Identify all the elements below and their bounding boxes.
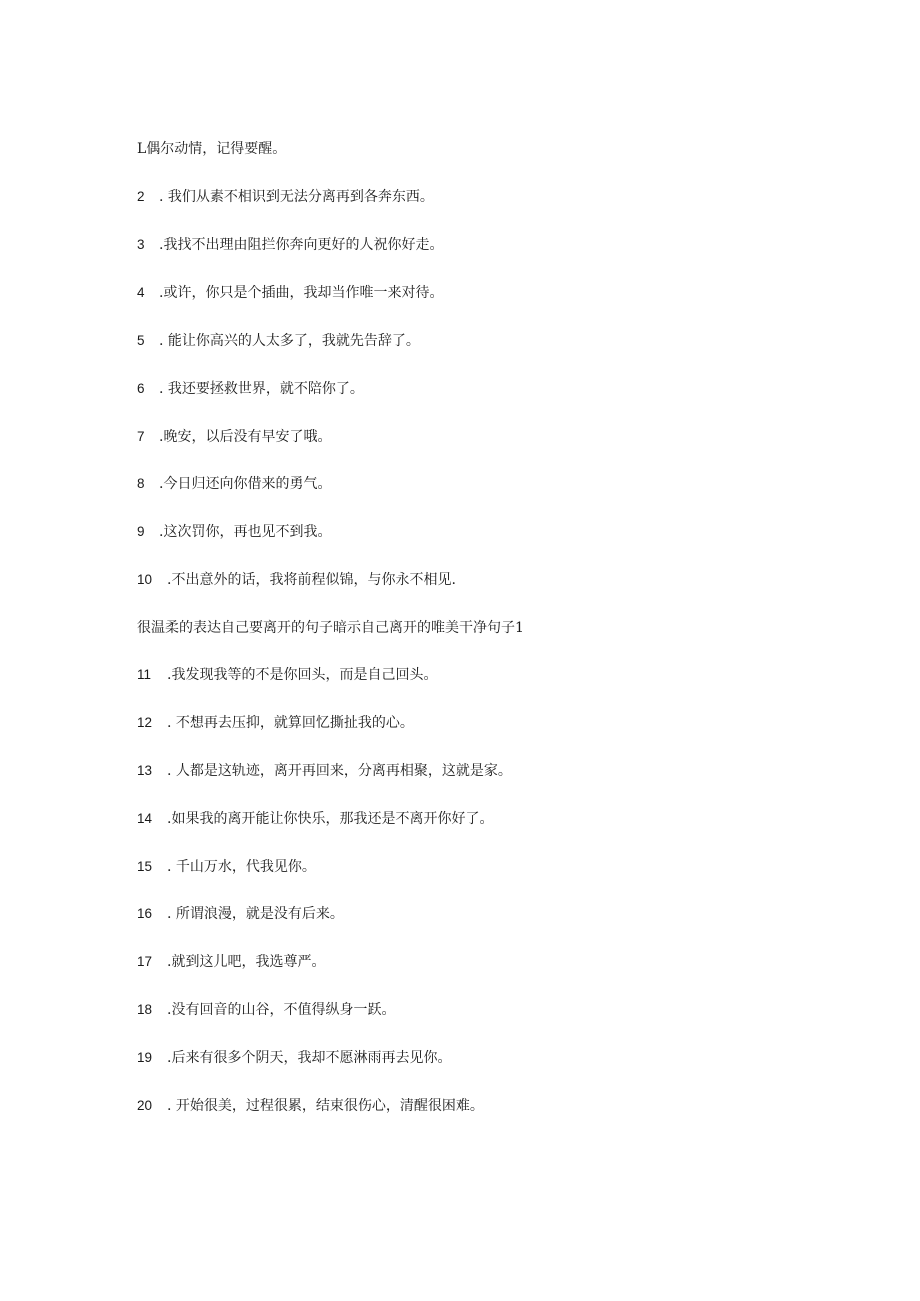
item-number: 14 [137,811,153,826]
list-item [137,520,837,544]
heading-text: 很温柔的表达自己要离开的句子暗示自己离开的唯美干净句子1 [137,620,524,636]
line-text: .如果我的离开能让你快乐，那我还是不离开你好了。 [167,811,494,827]
line-text: .后来有很多个阴天，我却不愿淋雨再去见你。 [167,1050,452,1066]
line-text: .不出意外的话，我将前程似锦，与你永不相见. [167,572,456,588]
list-item [137,855,837,879]
line-text: .我找不出理由阻拦你奔向更好的人祝你好走。 [159,237,444,253]
line-text: . 千山万水，代我见你。 [167,859,316,875]
list-item [137,137,837,161]
list-item [137,472,837,496]
list-item [137,425,837,449]
item-number: 8 [137,476,145,491]
line-text: .晚安，以后没有早安了哦。 [159,429,332,445]
list-item [137,902,837,926]
list-item [137,663,837,687]
line-text: .或许，你只是个插曲，我却当作唯一来对待。 [159,285,444,301]
line-text: . 不想再去压抑，就算回忆撕扯我的心。 [167,715,414,731]
line-text: .我发现我等的不是你回头，而是自己回头。 [167,667,438,683]
item-number: 6 [137,381,145,396]
list-item [137,759,837,783]
line-text: . 开始很美，过程很累，结束很伤心，清醒很困难。 [167,1098,484,1114]
item-number: 12 [137,715,153,730]
list-item [137,185,837,209]
line-text: .今日归还向你借来的勇气。 [159,476,332,492]
list-item [137,950,837,974]
item-number: 9 [137,524,145,539]
list-item [137,807,837,831]
item-number: 17 [137,954,153,969]
line-text: . 所谓浪漫，就是没有后来。 [167,906,344,922]
line-text: . 我们从素不相识到无法分离再到各奔东西。 [159,189,434,205]
item-number: 20 [137,1098,153,1113]
list-item [137,1046,837,1070]
list-item [137,329,837,353]
item-number: 3 [137,237,145,252]
list-item [137,1094,837,1118]
item-number: 16 [137,906,153,921]
item-number: 19 [137,1050,153,1065]
line-text: . 能让你高兴的人太多了，我就先告辞了。 [159,333,420,349]
section-heading [137,616,837,640]
item-number: 4 [137,285,145,300]
list-item [137,568,837,592]
item-number: 7 [137,429,145,444]
item-number: 13 [137,763,153,778]
line-text: . 我还要拯救世界，就不陪你了。 [159,381,364,397]
list-item [137,233,837,257]
line-text: L偶尔动情，记得要醒。 [137,141,287,157]
item-number: 2 [137,189,145,204]
line-text: . 人都是这轨迹，离开再回来，分离再相聚，这就是家。 [167,763,512,779]
list-item [137,711,837,735]
line-text: .没有回音的山谷，不值得纵身一跃。 [167,1002,396,1018]
line-text: .就到这儿吧，我选尊严。 [167,954,326,970]
list-item [137,998,837,1022]
item-number: 18 [137,1002,153,1017]
item-number: 11 [137,667,152,682]
list-item [137,377,837,401]
list-item [137,281,837,305]
item-number: 5 [137,333,145,348]
item-number: 10 [137,572,153,587]
item-number: 15 [137,859,153,874]
line-text: .这次罚你，再也见不到我。 [159,524,332,540]
